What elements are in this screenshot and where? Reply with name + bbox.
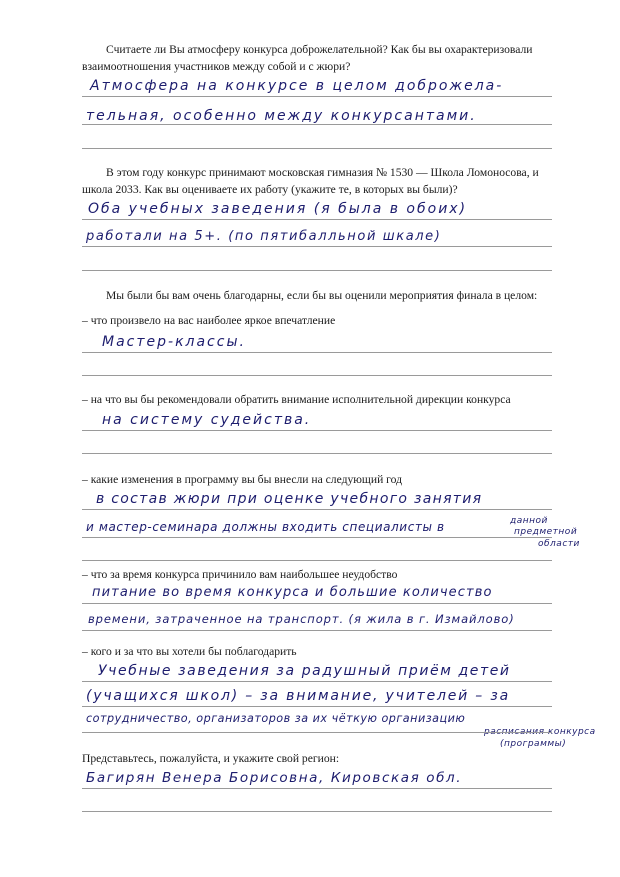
question-changes: – какие изменения в программу вы бы внесли на следующий год <box>82 473 402 486</box>
answer-changes-note-3: области <box>538 539 580 549</box>
answer-line <box>82 430 552 431</box>
answer-changes-note-2: предметной <box>514 527 578 537</box>
answer-changes-line-1: в состав жюри при оценке учебного занятия <box>96 491 483 507</box>
question-thanks: – кого и за что вы хотели бы поблагодарить <box>82 645 297 658</box>
question-inconvenience: – что за время конкурса причинило вам наибольшее неудобство <box>82 568 398 581</box>
question-attention: – на что вы бы рекомендовали обратить внимание исполнительной дирекции конкурса <box>82 393 511 406</box>
answer-line <box>82 788 552 789</box>
question-atmosphere: Считаете ли Вы атмосферу конкурса доброжелательной? Как бы вы охарактеризовали взаимоотношения участников между собой и с жюри? <box>82 43 533 73</box>
answer-atmosphere-line-1: Атмосфера на конкурсе в целом доброжела- <box>90 78 504 94</box>
question-brightest: – что произвело на вас наиболее яркое впечатление <box>82 314 336 327</box>
answer-line <box>82 270 552 271</box>
answer-line <box>82 124 552 125</box>
answer-schools-line-1: Оба учебных заведения (я была в обоих) <box>88 201 468 217</box>
answer-attention-line-1: на систему судейства. <box>102 412 312 428</box>
answer-line <box>82 630 552 631</box>
answer-line <box>82 603 552 604</box>
answer-thanks-line-2: (учащихся школ) – за внимание, учителей – за <box>86 688 510 704</box>
answer-line <box>82 352 552 353</box>
answer-line <box>82 148 552 149</box>
answer-line <box>82 537 552 538</box>
answer-inconvenience-line-2: времени, затраченное на транспорт. (я жила в г. Измайлово) <box>88 612 515 626</box>
answer-thanks-note-2: (программы) <box>500 739 567 749</box>
question-schools: В этом году конкурс принимают московская гимназия № 1530 — Школа Ломоносова, и школа 2033. Как вы оцениваете их работу (укажите те, в которых вы были)? <box>82 166 539 196</box>
answer-region-line-1: Багирян Венера Борисовна, Кировская обл. <box>86 770 463 786</box>
answer-changes-line-2: и мастер-семинара должны входить специалисты в <box>86 520 445 534</box>
answer-line <box>82 219 552 220</box>
answer-brightest-line-1: Мастер-классы. <box>102 334 246 350</box>
answer-line <box>82 560 552 561</box>
answer-schools-line-2: работали на 5+. (по пятибалльной шкале) <box>86 229 442 244</box>
answer-thanks-line-1: Учебные заведения за радушный приём детей <box>98 663 511 679</box>
answer-thanks-line-3: сотрудничество, организаторов за их чёткую организацию <box>86 712 466 725</box>
answer-atmosphere-line-2: тельная, особенно между конкурсантами. <box>86 108 477 124</box>
answer-line <box>82 375 552 376</box>
question-region: Представьтесь, пожалуйста, и укажите свой регион: <box>82 752 340 765</box>
answer-line <box>82 681 552 682</box>
final-intro: Мы были бы вам очень благодарны, если бы вы оценили мероприятия финала в целом: <box>106 289 538 302</box>
answer-line <box>82 732 552 733</box>
answer-changes-note-1: данной <box>510 516 548 526</box>
answer-thanks-note-1: расписания конкурса <box>484 727 596 737</box>
answer-line <box>82 509 552 510</box>
answer-line <box>82 453 552 454</box>
answer-line <box>82 96 552 97</box>
answer-line <box>82 706 552 707</box>
answer-line <box>82 246 552 247</box>
answer-inconvenience-line-1: питание во время конкурса и большие количество <box>92 585 493 600</box>
answer-line <box>82 811 552 812</box>
